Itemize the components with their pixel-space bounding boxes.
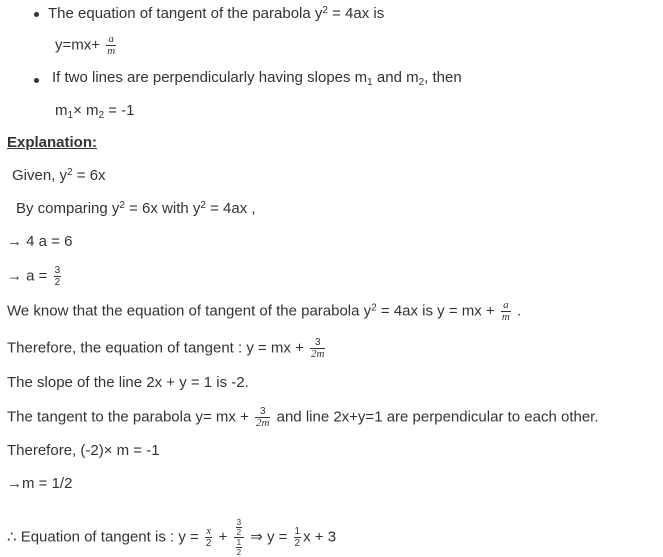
explanation-heading: Explanation: — [7, 134, 98, 151]
bullet-dot — [34, 78, 39, 83]
perp-intro-a: If two lines are perpendicularly having slopes m — [52, 69, 368, 86]
given-line — [12, 166, 106, 186]
fraction-denominator: 2 — [294, 538, 301, 549]
given-a: Given, y — [12, 167, 68, 184]
inner-numerator: 3 — [236, 518, 242, 527]
fraction-denominator: m — [501, 311, 510, 323]
tangent-intro-exp: 2 — [322, 5, 328, 16]
step-a-fraction — [54, 265, 62, 288]
perp-formula-tail: = -1 — [104, 102, 135, 119]
outer-denominator: 2 — [236, 548, 242, 557]
therefore-tangent-line — [7, 337, 327, 360]
fraction-numerator: a — [503, 299, 509, 311]
tangent-formula-prefix: y=mx+ — [55, 36, 105, 54]
know-line — [7, 300, 521, 323]
compare-a: By comparing y — [16, 200, 120, 217]
know-tail: . — [512, 302, 522, 320]
step-a — [7, 265, 63, 288]
compare-c: = 4ax , — [205, 200, 256, 217]
perp-formula-sub1: 1 — [67, 110, 74, 121]
final-half-fraction — [294, 526, 302, 549]
perp-intro-c: , then — [424, 69, 462, 86]
step-4a: → 4 a = 6 — [7, 233, 73, 250]
perp-formula-times: × m — [73, 102, 99, 119]
perp-intro-b: and m — [372, 69, 419, 86]
perp-formula-a: m — [55, 102, 68, 119]
fraction-denominator: m — [107, 45, 116, 57]
know-exp: 2 — [371, 302, 377, 314]
final-x-fraction — [205, 526, 213, 549]
inner-denominator: 2 — [236, 528, 242, 537]
fraction-denominator: 2 — [54, 277, 61, 288]
know-b: = 4ax is y = mx + — [376, 302, 499, 320]
compare-line — [16, 199, 256, 219]
perp-sub2: 2 — [418, 77, 425, 88]
compare-exp2: 2 — [200, 200, 206, 211]
perp-formula — [55, 101, 135, 121]
nested-numerator — [234, 518, 244, 537]
final-implies: ⇒ y = — [246, 528, 292, 546]
fraction-numerator: 3 — [259, 406, 266, 417]
therefore-tangent-prefix: Therefore, the equation of tangent : y = mx + — [7, 339, 309, 357]
perp-b: and line 2x+y=1 are perpendicular to each other. — [272, 408, 599, 426]
fraction-numerator: a — [108, 33, 114, 45]
fraction-denominator: 2 — [205, 538, 212, 549]
final-line — [7, 518, 336, 557]
final-nested-fraction — [234, 518, 244, 557]
therefore-m-line: Therefore, (-2)× m = -1 — [7, 442, 160, 459]
final-prefix: ∴ Equation of tangent is : y = — [7, 528, 203, 546]
final-plus: + — [214, 528, 232, 546]
slope-line: The slope of the line 2x + y = 1 is -2. — [7, 374, 249, 391]
tangent-intro-text — [48, 4, 384, 24]
fraction-numerator: 3 — [54, 265, 61, 276]
tangent-intro-tail: = 4ax is — [327, 5, 385, 22]
fraction-denominator: 2m — [256, 417, 270, 429]
fraction-numerator: 3 — [314, 337, 321, 348]
m-result-line: →m = 1/2 — [7, 475, 73, 492]
final-tail: x + 3 — [303, 528, 337, 546]
perp-sub1: 1 — [367, 77, 373, 88]
nested-denominator — [234, 538, 244, 557]
bullet-dot — [34, 12, 39, 17]
tangent-formula-fraction — [106, 34, 116, 57]
step-a-prefix: → a = — [7, 267, 52, 285]
compare-exp1: 2 — [119, 200, 125, 211]
tangent-formula — [55, 34, 118, 57]
perp-a: The tangent to the parabola y= mx + — [7, 408, 253, 426]
fraction-numerator: 1 — [294, 526, 301, 537]
perp-line — [7, 406, 599, 429]
therefore-tangent-fraction — [310, 337, 325, 360]
tangent-intro: The equation of tangent of the parabola y — [48, 5, 323, 22]
know-a: We know that the equation of tangent of the parabola y — [7, 302, 372, 320]
know-fraction — [501, 300, 511, 323]
compare-b: = 6x with y — [124, 200, 201, 217]
fraction-numerator: x — [206, 525, 212, 537]
outer-numerator: 1 — [236, 538, 242, 547]
perp-formula-sub2: 2 — [98, 110, 105, 121]
fraction-denominator: 2m — [311, 348, 325, 360]
given-b: = 6x — [72, 167, 106, 184]
perp-fraction — [255, 406, 270, 429]
perp-intro-text — [52, 68, 462, 88]
given-exp: 2 — [67, 167, 73, 178]
